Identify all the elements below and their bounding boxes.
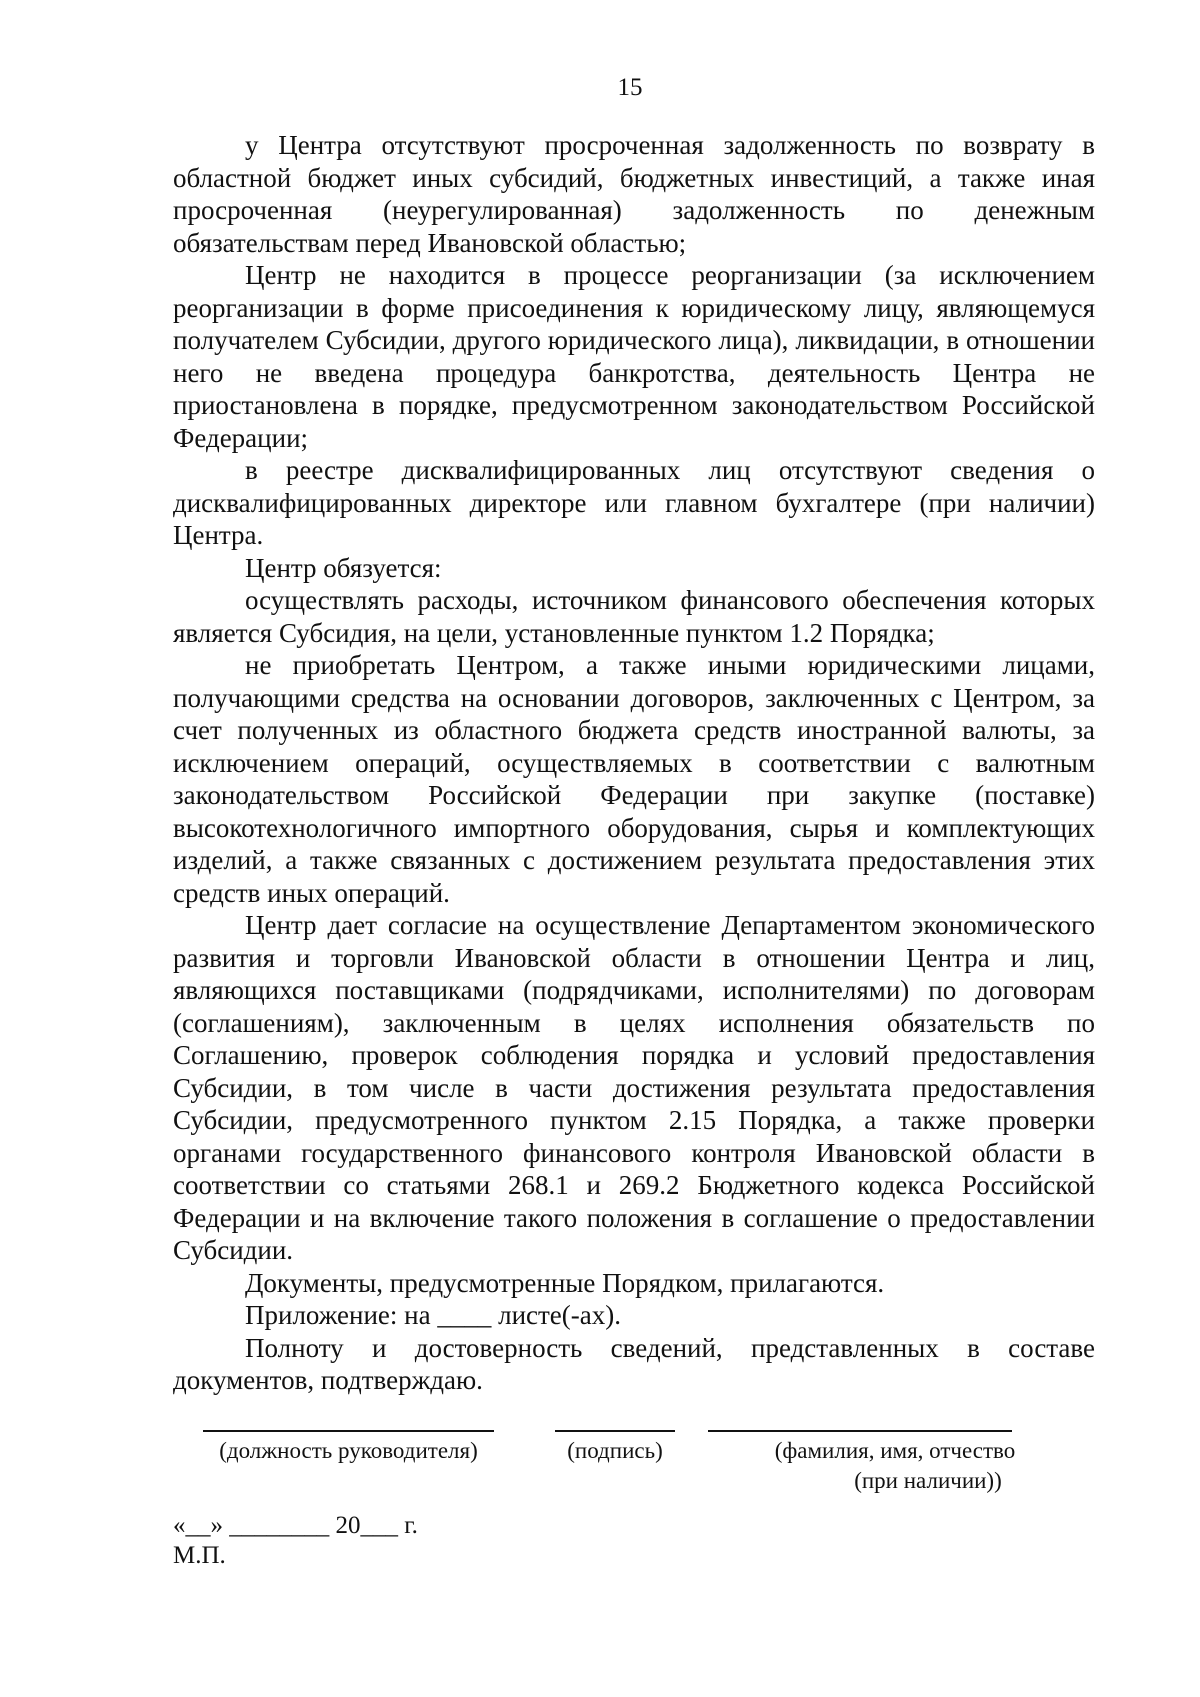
signature-caption: (подпись) <box>567 1438 663 1463</box>
date-line: «__» ________ 20___ г. <box>173 1512 418 1539</box>
paragraph-confirmation: Полноту и достоверность сведений, представленных в составе документов, подтверждаю. <box>173 1332 1095 1395</box>
signature-line <box>555 1430 675 1432</box>
stamp-label: М.П. <box>173 1542 226 1569</box>
paragraph-center-obliges: Центр обязуется: <box>245 552 442 583</box>
signature-lines <box>0 1430 1200 1434</box>
paragraph-disqualified-persons: в реестре дисквалифицированных лиц отсутствуют сведения о дисквалифицированных директоре или главном бухгалтере (при наличии) Центра. <box>173 455 1095 550</box>
paragraph-documents-attached: Документы, предусмотренные Порядком, прилагаются. <box>245 1267 885 1298</box>
position-caption: (должность руководителя) <box>219 1438 478 1463</box>
paragraph-foreign-currency: не приобретать Центром, а также иными юридическими лицами, получающими средства на основании договоров, заключенных с Центром, за счет полученных из областного бюджета средств иностранной валюты, за исключением операций, осуществляемых в соответствии с валютным законодательством Российской Федерации при закупке (поставке) высокотехнологичного импортного оборудования, сырья и комплектующих изделий, а также связанных с достижением результата предоставления этих средств иных операций. <box>173 650 1095 908</box>
full-name-caption-line-1: (фамилия, имя, отчество <box>774 1438 1016 1463</box>
paragraph-expenses-purpose: осуществлять расходы, источником финансового обеспечения которых является Субсидия, на цели, установленные пунктом 1.2 Порядка; <box>173 585 1095 648</box>
paragraph-no-overdue-debt: у Центра отсутствуют просроченная задолженность по возврату в областной бюджет иных субсидий, бюджетных инвестиций, а также иная просроченная (неурегулированная) задолженность по денежным обязательствам перед Ивановской областью; <box>173 130 1095 258</box>
full-name-line <box>708 1430 1012 1432</box>
document-body <box>173 129 1095 1397</box>
position-line <box>203 1430 494 1432</box>
full-name-caption-line-2: (при наличии)) <box>854 1468 1002 1493</box>
paragraph-no-reorganization: Центр не находится в процессе реорганизации (за исключением реорганизации в форме присоединения к юридическому лицу, являющемуся получателем Субсидии, другого юридического лица), ликвидации, в отношении него не введена процедура банкротства, деятельность Центра не приостановлена в порядке, предусмотренном законодательством Российской Федерации; <box>173 260 1095 453</box>
full-name-caption <box>735 1436 1055 1496</box>
page-number: 15 <box>617 74 643 101</box>
paragraph-consent-to-checks: Центр дает согласие на осуществление Департаментом экономического развития и торговли Ивановской области в отношении Центра и лиц, являющихся поставщиками (подрядчиками, исполнителями) по договорам (соглашениям), заключенным в целях исполнения обязательств по Соглашению, проверок соблюдения порядка и условий предоставления Субсидии, в том числе в части достижения результата предоставления Субсидии, предусмотренного пунктом 2.15 Порядка, а также проверки органами государственного финансового контроля Ивановской области в соответствии со статьями 268.1 и 269.2 Бюджетного кодекса Российской Федерации и на включение такого положения в соглашение о предоставлении Субсидии. <box>173 910 1095 1265</box>
paragraph-attachment-sheets: Приложение: на ____ листе(-ах). <box>245 1300 621 1330</box>
